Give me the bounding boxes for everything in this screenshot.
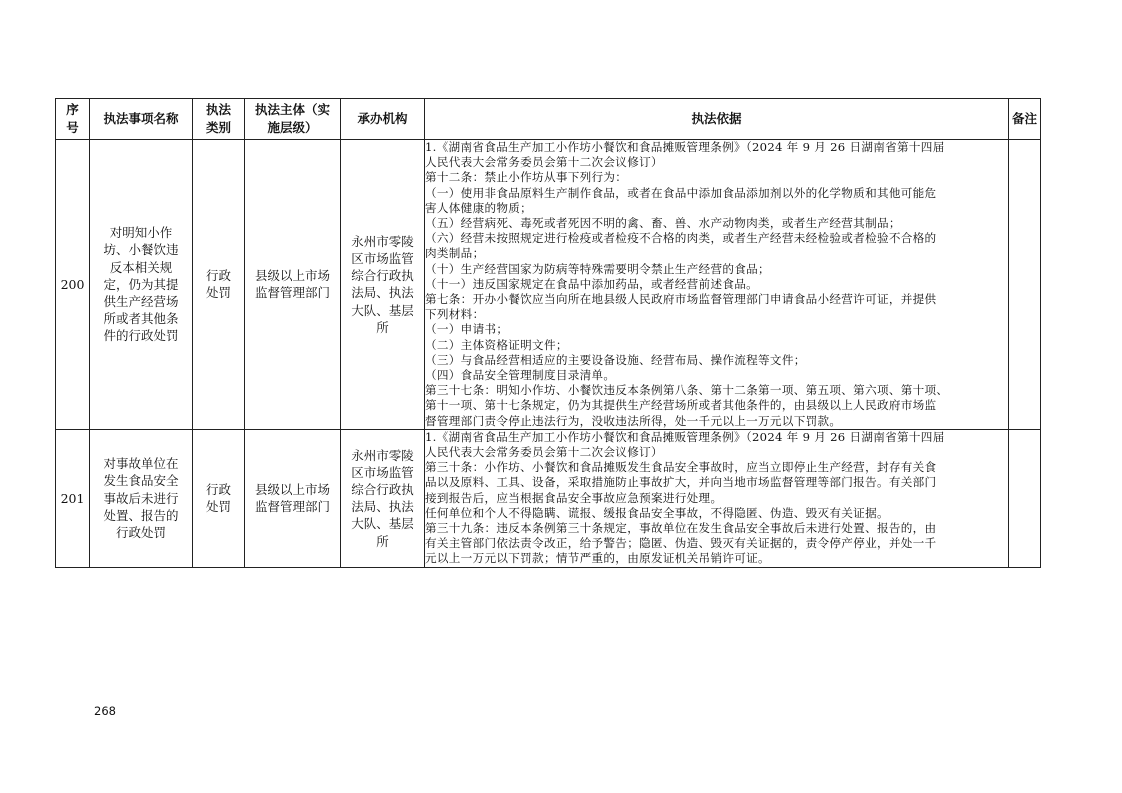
header-seq: 序号 [56, 99, 90, 140]
basis-line: （四）食品安全管理制度目录清单。 [425, 368, 616, 383]
basis-line: （六）经营未按照规定进行检疫或者检疫不合格的肉类，或者生产经营未经检验或者检验不合格的 [425, 231, 937, 246]
row-subject: 县级以上市场监督管理部门 [245, 429, 341, 567]
row-note [1009, 429, 1041, 567]
basis-line: （五）经营病死、毒死或者死因不明的禽、畜、兽、水产动物肉类，或者生产经营其制品； [425, 216, 901, 231]
basis-line: 人民代表大会常务委员会第十二次会议修订） [425, 155, 663, 170]
basis-line: （十）生产经营国家为防病等特殊需要明令禁止生产经营的食品； [425, 261, 770, 276]
basis-line: 任何单位和个人不得隐瞒、谎报、缓报食品安全事故，不得隐匿、伪造、毁灭有关证据。 [425, 505, 889, 520]
basis-line: 人民代表大会常务委员会第十二次会议修订） [425, 445, 663, 460]
basis-line: 第三十七条：明知小作坊、小餐饮违反本条例第八条、第十二条第一项、第五项、第六项、第十项、 [425, 383, 949, 398]
row-seq: 200 [56, 140, 90, 430]
basis-line: 第十一项、第十七条规定，仍为其提供生产经营场所或者其他条件的，由县级以上人民政府市场监 [425, 398, 937, 413]
table-row [56, 140, 1041, 430]
basis-line: 肉类制品； [425, 246, 485, 261]
basis-line: （二）主体资格证明文件； [425, 337, 568, 352]
header-type: 执法类别 [193, 99, 245, 140]
basis-line: （一）申请书； [425, 322, 509, 337]
basis-line: 1.《湖南省食品生产加工小作坊小餐饮和食品摊贩管理条例》（2024 年 9 月 26 日湖南省第十四届 [425, 429, 945, 444]
row-item-name: 对明知小作坊、小餐饮违反本相关规定，仍为其提供生产经营场所或者其他条件的行政处罚 [90, 140, 193, 430]
header-note: 备注 [1009, 99, 1041, 140]
basis-line: 有关主管部门依法责令改正，给予警告；隐匿、伪造、毁灭有关证据的，责令停产停业，并处一千 [425, 536, 937, 551]
basis-line: 元以上一万元以下罚款；情节严重的，由原发证机关吊销许可证。 [425, 551, 770, 566]
basis-line: 第三十条：小作坊、小餐饮和食品摊贩发生食品安全事故时，应当立即停止生产经营，封存有关食 [425, 460, 937, 475]
basis-line: 害人体健康的物质； [425, 200, 533, 215]
enforcement-table [55, 98, 1041, 568]
basis-line: （三）与食品经营相适应的主要设备设施、经营布局、操作流程等文件； [425, 352, 806, 367]
row-note [1009, 140, 1041, 430]
row-type: 行政处罚 [193, 429, 245, 567]
row-basis [425, 429, 1009, 567]
basis-line: 品以及原料、工具、设备，采取措施防止事故扩大，并向当地市场监督管理等部门报告。有关部门 [425, 475, 937, 490]
row-item-name: 对事故单位在发生食品安全事故后未进行处置、报告的行政处罚 [90, 429, 193, 567]
header-org: 承办机构 [341, 99, 425, 140]
table-row [56, 429, 1041, 567]
basis-line: 督管理部门责令停止违法行为，没收违法所得，处一千元以上一万元以下罚款。 [425, 413, 842, 428]
row-basis [425, 140, 1009, 430]
basis-line: 第十二条：禁止小作坊从事下列行为： [425, 170, 628, 185]
row-org: 永州市零陵区市场监管综合行政执法局、执法大队、基层所 [341, 140, 425, 430]
basis-line: 第七条：开办小餐饮应当向所在地县级人民政府市场监督管理部门申请食品小经营许可证，并提供 [425, 292, 937, 307]
page-number: 268 [94, 704, 116, 718]
basis-line: 第三十九条：违反本条例第三十条规定，事故单位在发生食品安全事故后未进行处置、报告的，由 [425, 521, 937, 536]
row-org: 永州市零陵区市场监管综合行政执法局、执法大队、基层所 [341, 429, 425, 567]
header-subject: 执法主体（实施层级） [245, 99, 341, 140]
header-row [56, 99, 1041, 140]
basis-line: 下列材料： [425, 307, 485, 322]
basis-line: 接到报告后，应当根据食品安全事故应急预案进行处理。 [425, 490, 723, 505]
row-type: 行政处罚 [193, 140, 245, 430]
basis-line: 1.《湖南省食品生产加工小作坊小餐饮和食品摊贩管理条例》（2024 年 9 月 26 日湖南省第十四届 [425, 140, 945, 154]
header-item: 执法事项名称 [90, 99, 193, 140]
header-basis: 执法依据 [425, 99, 1009, 140]
basis-line: （一）使用非食品原料生产制作食品，或者在食品中添加食品添加剂以外的化学物质和其他可能危 [425, 185, 937, 200]
row-subject: 县级以上市场监督管理部门 [245, 140, 341, 430]
row-seq: 201 [56, 429, 90, 567]
basis-line: （十一）违反国家规定在食品中添加药品，或者经营前述食品。 [425, 276, 759, 291]
